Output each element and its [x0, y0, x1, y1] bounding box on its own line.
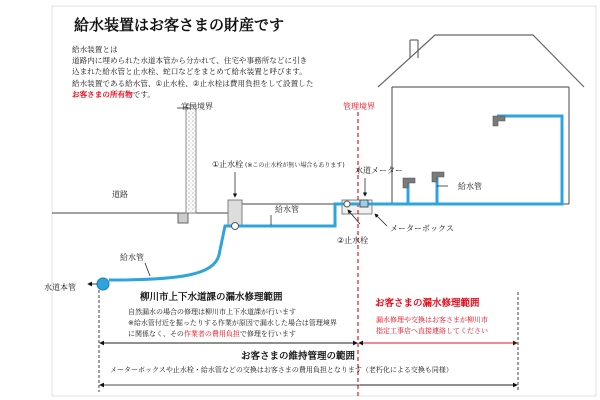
water-main: [97, 278, 109, 290]
supply-pipe-low-label: 給水管: [120, 253, 144, 262]
road-ground: [52, 204, 569, 223]
stopcock-1-note: (※この止水栓が無い場合もあります): [245, 162, 345, 169]
supply-pipe-mid-label: 給水管: [275, 205, 299, 214]
intro-line: 給水装置とは: [72, 45, 118, 54]
public-private-boundary-label: 官民境界: [181, 102, 213, 111]
intro-line: 込まれた給水管と止水栓、蛇口などをまとめて給水装置と呼びます。: [72, 67, 307, 77]
supply-pipe: [109, 116, 562, 280]
boundary-wall: [186, 105, 196, 213]
city-section-line-3-suffix: で修理を行います: [239, 330, 296, 338]
intro-line: 給水装置である給水管、①止水栓、②止水栓は費用負担をして設置した: [72, 78, 314, 88]
intro-line-last: [72, 89, 313, 100]
faucet-icons: [403, 116, 505, 188]
management-boundary-label: 管理境界: [343, 102, 375, 111]
supply-pipe-house-label: 給水管: [458, 182, 482, 191]
road-label: 道路: [112, 190, 128, 199]
city-section-line: 自然漏水の場合の修理は柳川市上下水道課が行います: [128, 308, 296, 316]
intro-emphasis: お客さまの所有物: [72, 89, 133, 99]
city-section-emphasis: 作業者の費用負担: [183, 330, 240, 338]
stopcock-1-label: ①止水栓: [212, 160, 244, 169]
stopcock-2-label: ②止水栓: [337, 236, 369, 245]
meter-box-label: メーターボックス: [390, 224, 454, 233]
main-pipe-label: 水道本管: [44, 283, 76, 292]
customer-section-line: 漏水修理や交換はお客さまが柳川市: [376, 316, 488, 324]
city-section-line-3-prefix: に関係なく、その: [128, 330, 184, 338]
maintenance-heading: お客さまの維持管理の範囲: [241, 351, 356, 362]
intro-text: [72, 44, 313, 100]
city-section-line-3: [128, 330, 296, 339]
intro-suffix: です。: [132, 89, 155, 99]
customer-section-heading: お客さまの漏水修理範囲: [375, 298, 480, 309]
city-section-line: ※給水管付近を掘ったりする作業が原因で漏水した場合は管理境界: [128, 319, 337, 327]
customer-section-line: 指定工事店へ直接連絡してください: [376, 327, 488, 335]
water-meter-label: 水道メーター: [355, 166, 403, 175]
page-title: 給水装置はお客さまの財産です: [74, 16, 285, 34]
intro-line: 道路内に埋められた水道本管から分かれて、住宅や事務所などに引き: [72, 56, 308, 66]
city-section-heading: 柳川市上下水道課の漏水修理範囲: [140, 292, 283, 303]
maintenance-text: メーターボックスや止水栓・給水管などの交換はお客さまの費用負担となります（老朽化による交換も同様）: [110, 366, 453, 374]
